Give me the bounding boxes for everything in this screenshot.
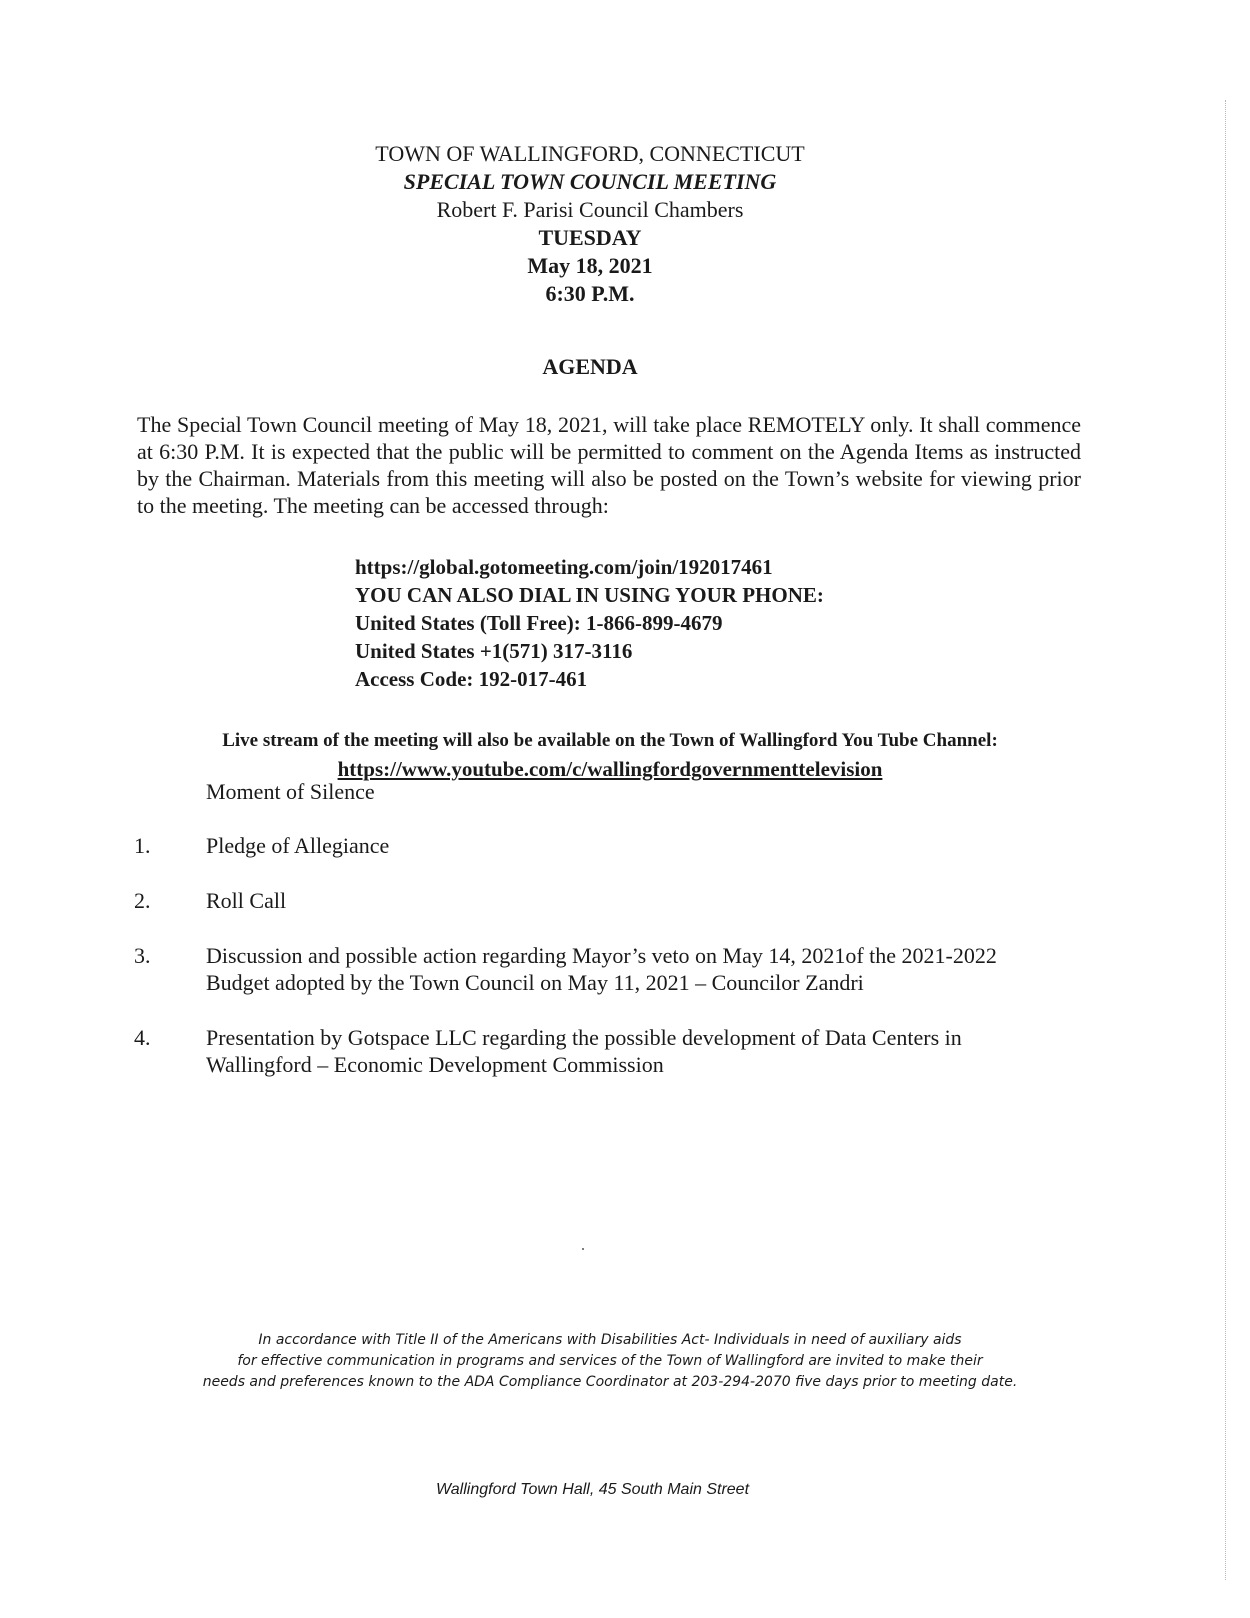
item-text: Roll Call <box>206 888 287 913</box>
intro-paragraph: The Special Town Council meeting of May 18, 2021, will take place REMOTELY only. It shall commence at 6:30 P.M. It is expected that the public will be permitted to comment on the Agenda Items as instructed by the Chairman. Materials from this meeting will also be posted on the Town’s website for viewing prior to the meeting. The meeting can be accessed through: <box>137 412 1081 518</box>
toll-free-number: United States (Toll Free): 1-866-899-4679 <box>355 611 723 635</box>
town-name: TOWN OF WALLINGFORD, CONNECTICUT <box>375 141 805 166</box>
ada-line-1: In accordance with Title II of the Americans with Disabilities Act- Individuals in need of auxiliary aids <box>258 1332 962 1348</box>
meeting-time: 6:30 P.M. <box>545 281 635 306</box>
ada-notice <box>0 1330 1220 1393</box>
dial-in-heading: YOU CAN ALSO DIAL IN USING YOUR PHONE: <box>355 583 824 607</box>
ada-line-3: needs and preferences known to the ADA Compliance Coordinator at 203-294-2070 five days prior to meeting date. <box>202 1374 1018 1390</box>
item-number: 3. <box>134 943 151 968</box>
meeting-location: Robert F. Parisi Council Chambers <box>436 197 744 222</box>
footer-address: Wallingford Town Hall, 45 South Main Street <box>435 1481 750 1498</box>
live-stream-text: Live stream of the meeting will also be available on the Town of Wallingford You Tube Channel: <box>222 730 998 751</box>
meeting-url[interactable]: https://global.gotomeeting.com/join/192017461 <box>355 555 773 579</box>
item-number: 2. <box>134 888 151 913</box>
ada-line-2: for effective communication in programs and services of the Town of Wallingford are invited to make their <box>237 1353 983 1369</box>
meeting-day: TUESDAY <box>538 225 642 250</box>
access-code: Access Code: 192-017-461 <box>355 667 588 691</box>
item-text-line1: Presentation by Gotspace LLC regarding the possible development of Data Centers in <box>206 1025 962 1050</box>
document-header <box>0 140 1180 308</box>
us-phone-number: United States +1(571) 317-3116 <box>355 639 633 663</box>
item-text-line2: Budget adopted by the Town Council on May 11, 2021 – Councilor Zandri <box>206 970 864 995</box>
youtube-link[interactable]: https://www.youtube.com/c/wallingfordgovernmenttelevision <box>337 757 883 781</box>
item-number: 4. <box>134 1025 151 1050</box>
item-text-line2: Wallingford – Economic Development Commission <box>206 1052 664 1077</box>
item-text-line1: Discussion and possible action regarding Mayor’s veto on May 14, 2021of the 2021-2022 <box>206 943 997 968</box>
item-number: 1. <box>134 833 151 858</box>
agenda-title: AGENDA <box>542 354 638 379</box>
live-stream-notice <box>0 727 1220 783</box>
scan-edge-line <box>1225 100 1226 1580</box>
scan-speck <box>582 1248 584 1250</box>
item-text: Pledge of Allegiance <box>206 833 390 858</box>
meeting-type: SPECIAL TOWN COUNCIL MEETING <box>403 169 777 194</box>
item-text: Moment of Silence <box>206 779 375 804</box>
access-info <box>355 553 824 693</box>
meeting-date: May 18, 2021 <box>527 253 653 278</box>
